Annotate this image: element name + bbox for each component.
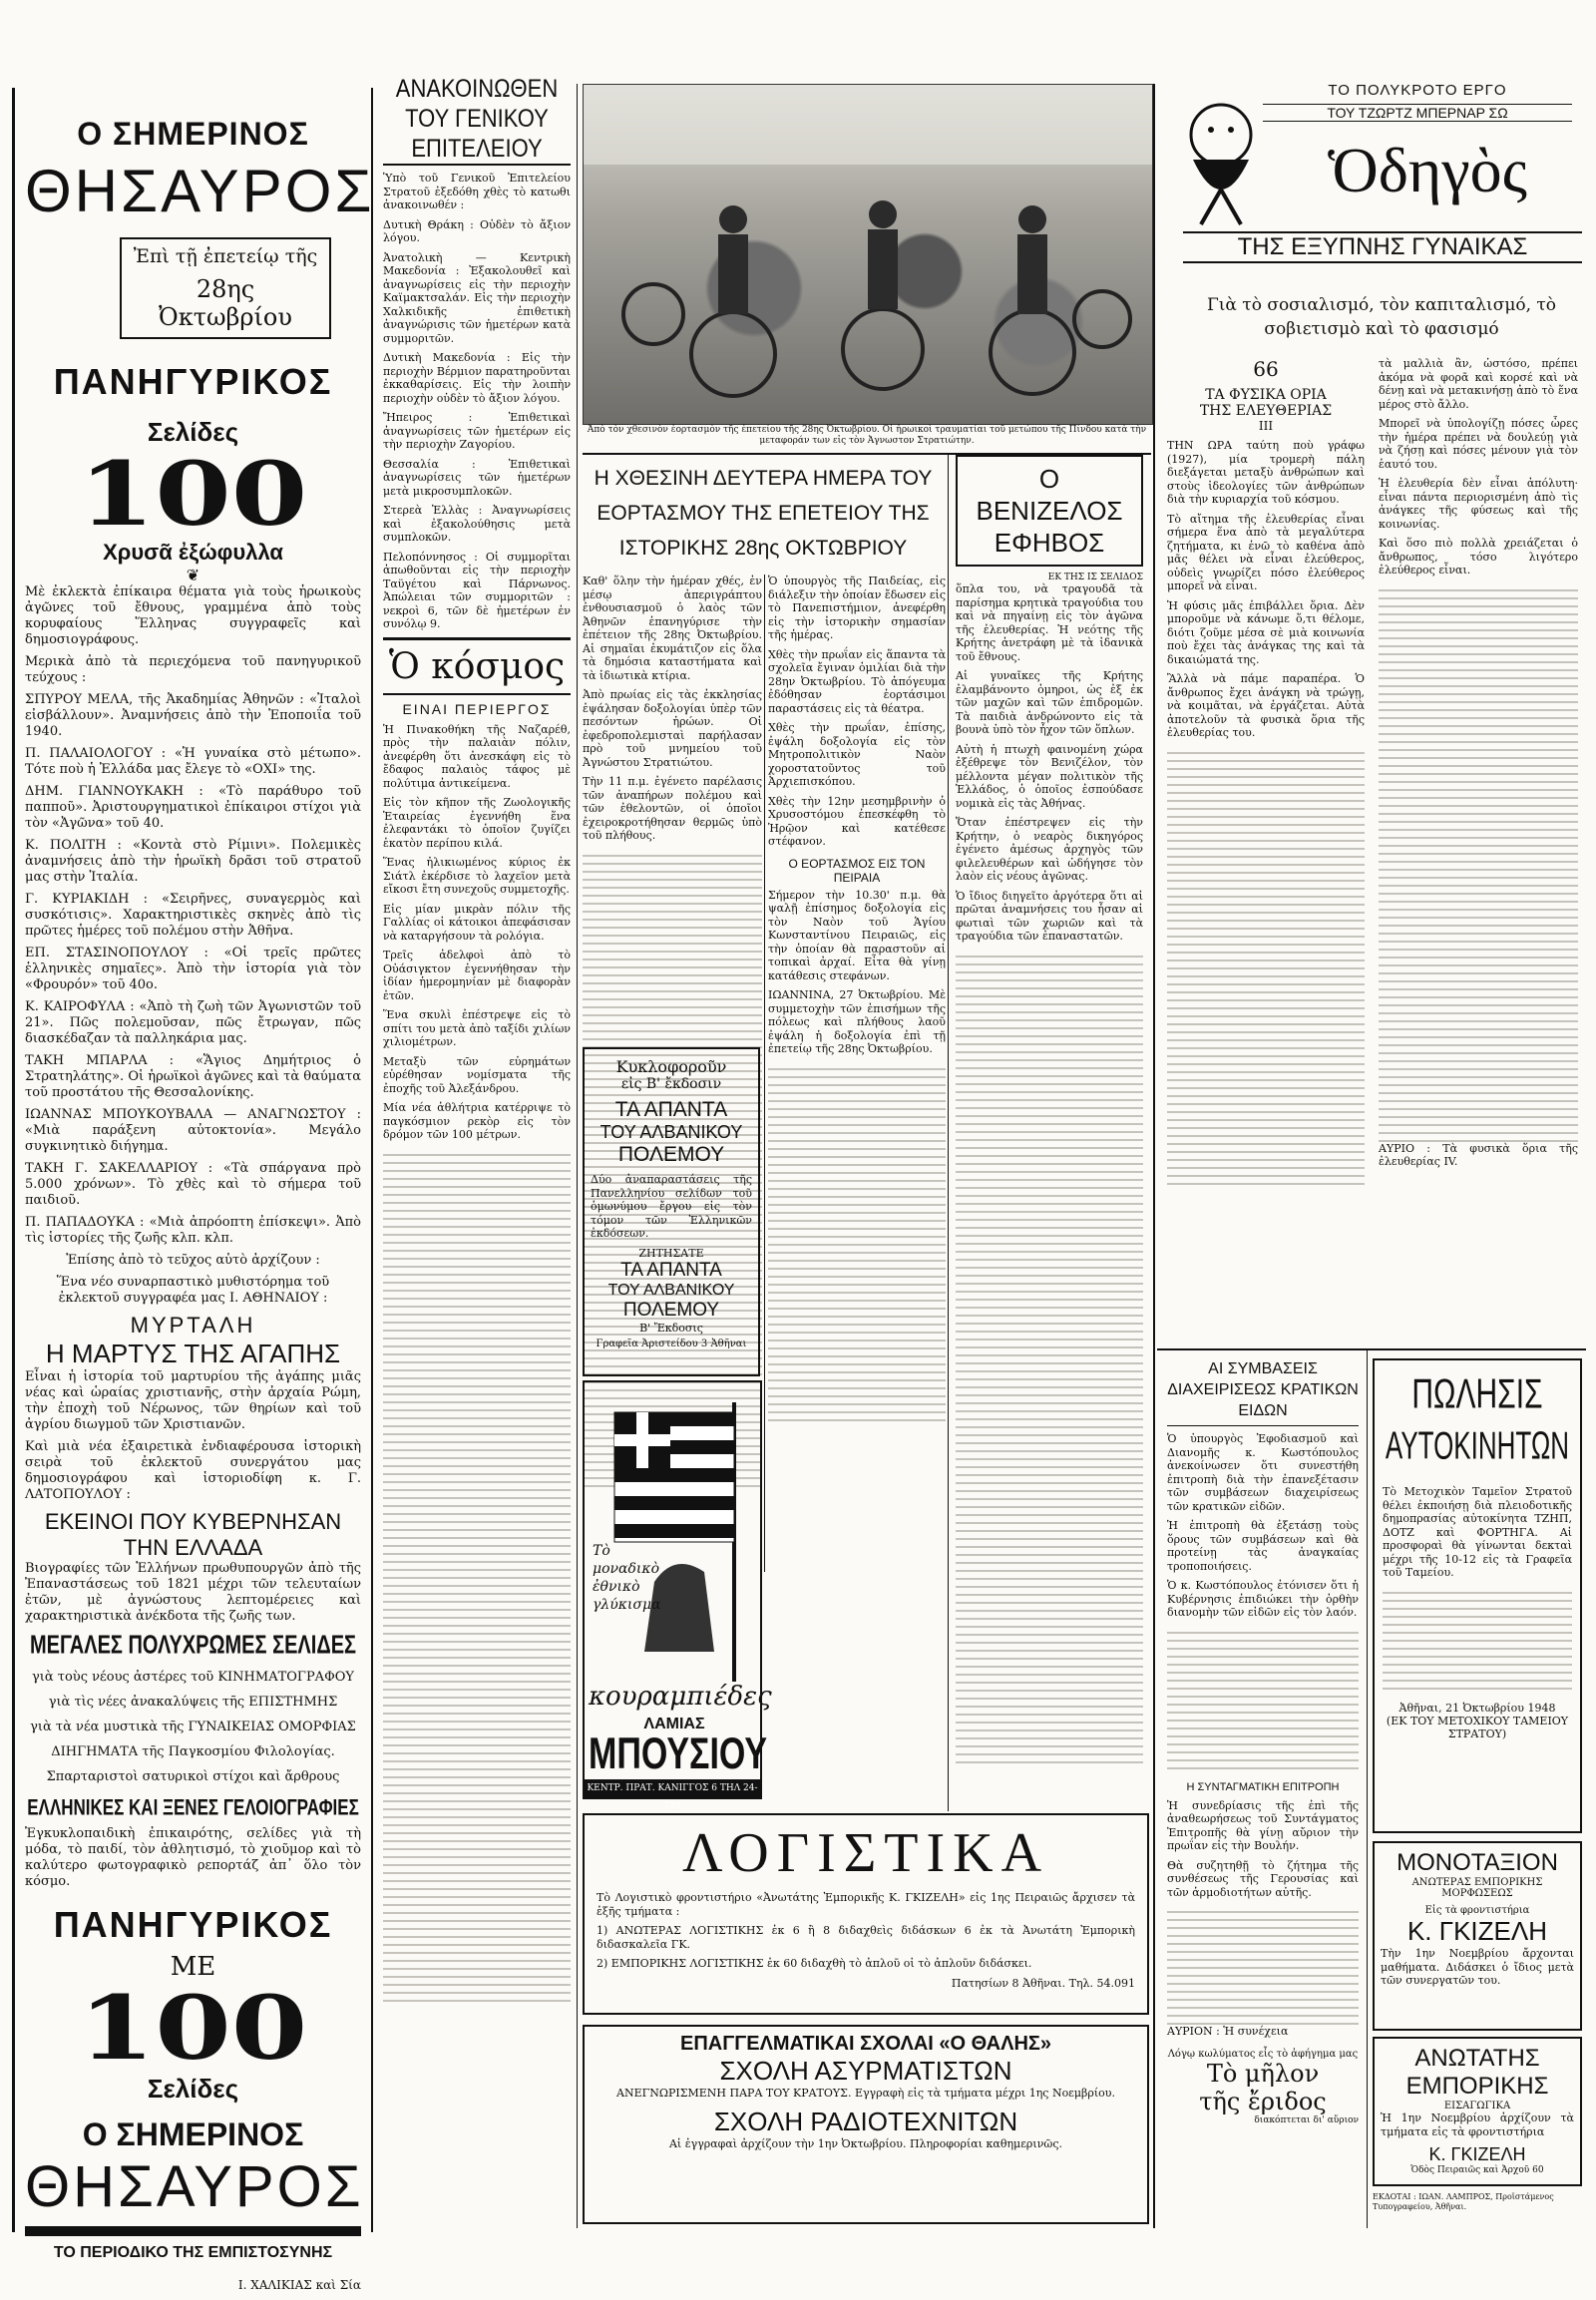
symvaseis-title: ΑΙ ΣΥΜΒΑΣΕΙΣ ΔΙΑΧΕΙΡΙΣΕΩΣ ΚΡΑΤΙΚΩΝ ΕΙΔΩΝ xyxy=(1167,1358,1359,1426)
mid-paragraph: Τὴν 11 π.μ. ἐγένετο παρέλασις τῶν ἀναπήρων πολέμου καὶ τῶν ἐθελοντῶν, οἱ ὁποῖοι ἐχειροκροτήθησαν θερμῶς ὑπὸ τοῦ πλήθους. xyxy=(583,775,762,842)
contents-list xyxy=(25,692,361,1247)
logistika-addr: Πατησίων 8 Ἀθῆναι. Τηλ. 54.091 xyxy=(951,1976,1135,1990)
mid-paragraph: Καθ' ὅλην τὴν ἡμέραν χθές, ἐν μέσῳ ἀπεριγράπτου ἐνθουσιασμοῦ ὁ λαὸς τῶν Ἀθηνῶν ἐπανηγύρισε τὴν ἐπέτειον τῆς 28ης Ὀκτωβρίου. Αἱ σημαῖαι ἐκυμάτιζον εἰς ὅλα τὰ δημόσια καταστήματα καὶ τὰ ἰδιωτικὰ κτίρια. xyxy=(583,575,762,682)
mylon-title1: Τὸ μῆλον xyxy=(1206,2059,1320,2088)
greek-flag-icon xyxy=(585,1382,760,1682)
anakoinothen-headline: ΑΝΑΚΟΙΝΩΘΕΝ ΤΟΥ ΓΕΝΙΚΟΥ ΕΠΙΤΕΛΕΙΟΥ xyxy=(395,74,559,163)
odigos-paragraph: Μπορεῖ νὰ ὑπολογίζῃ πόσες ὧρες τὴν ἡμέρα πρέπει νὰ δουλεύῃ γιὰ νὰ ζήσῃ καὶ πόσες μένουν γιὰ τὸν ἑαυτό του. xyxy=(1379,417,1578,471)
megales-line: γιὰ τὰ νέα μυστικὰ τῆς ΓΥΝΑΙΚΕΙΑΣ ΟΜΟΡΦΙΑΣ xyxy=(30,1720,356,1734)
kykl-t1: ΤΑ ΑΠΑΝΤΑ xyxy=(614,1098,728,1121)
symvaseis-paragraph: Ἡ ἐπιτροπὴ θὰ ἐξετάσῃ τοὺς ὅρους τῶν συμβάσεων καὶ θὰ προτείνῃ τὰς ἀναγκαίας τροποποιήσεις. xyxy=(1167,1519,1359,1573)
venizelos-title: Ο ΒΕΝΙΖΕΛΟΣ ΕΦΗΒΟΣ xyxy=(976,464,1123,558)
mpousiou-brand: ΜΠΟΥΣΙΟΥ xyxy=(589,1729,768,1779)
kosmos-paragraph: Μία νέα ἀθλήτρια κατέρριψε τὸ παγκόσμιον ρεκὸρ εἰς τὸν δρόμον τῶν 100 μέτρων. xyxy=(383,1101,571,1141)
mid-article-col-b xyxy=(768,575,946,1806)
eortasmos-title: Ο ΕΟΡΤΑΣΜΟΣ ΕΙΣ ΤΟΝ ΠΕΙΡΑΙΑ xyxy=(788,856,926,885)
kourampiedes-text: κουραμπιέδες xyxy=(589,1682,772,1712)
anakoinothen-paragraph: Ἤπειρος : Ἐπιθετικαὶ ἀναγνωρίσεις τῶν ἡμετέρων εἰς τὴν περιοχὴν Ζαγορίου. xyxy=(383,411,571,451)
venizelos-article xyxy=(952,455,1147,1807)
ornament-icon: ❦ xyxy=(186,566,200,584)
albanian-war-ad xyxy=(583,1047,760,1376)
monotaxion-ad xyxy=(1373,1841,1582,2031)
intro-text: Μὲ ἐκλεκτὰ ἐπίκαιρα θέματα γιὰ τοὺς ἡρωικοὺς ἀγῶνες τοῦ ἔθνους, γραμμένα ἀπὸ τοὺς κορυφαίους Ἕλληνας συγγραφεῖς καὶ δημοσιογράφους. xyxy=(25,584,361,647)
odigos-paragraph: Καὶ ὅσο πιὸ πολλὰ χρειάζεται ὁ ἄνθρωπος, τόσο λιγότερο ἐλεύθερος εἶναι. xyxy=(1379,537,1578,576)
poliseis-ad xyxy=(1373,1358,1582,1833)
odigos-sect1: ΤΑ ΦΥΣΙΚΑ ΟΡΙΑ xyxy=(1205,387,1327,403)
kykl-t3: ΠΟΛΕΜΟΥ xyxy=(617,1143,725,1166)
logistika-intro: Τὸ Λογιστικὸ φροντιστήριο «Ἀνωτάτης Ἐμπορικῆς Κ. ΓΚΙΖΕΛΗ» εἰς 1ης Πειραιῶς ἄρχισεν τὰ ἑξῆς τμήματα : xyxy=(597,1891,1135,1918)
kosmos-text xyxy=(383,723,571,1142)
panigyrikos-title-2: ΠΑΝΗΓΥΡΙΚΟΣ xyxy=(53,1904,333,1945)
logistika-item2: 2) ΕΜΠΟΡΙΚΗΣ ΛΟΓΙΣΤΙΚΗΣ ἐκ 60 διδαχθὴ τὸ ἀπλοῦ οἱ τὸ ἀπλοῦν διδάσκει. xyxy=(597,1957,1032,1970)
anotatis-title1: ΑΝΩΤΑΤΗΣ xyxy=(1414,2045,1540,2072)
anotatis-addr: Ὁδὸς Πειραιῶς καὶ Ἀρχοῦ 60 xyxy=(1410,2165,1544,2175)
anniversary-line1: Ἐπὶ τῇ ἐπετείῳ τῆς xyxy=(133,245,318,267)
mid-paragraph: Χθὲς τὴν πρωΐαν εἰς ἅπαντα τὰ σχολεῖα ἔγιναν ὁμιλίαι διὰ τὴν 28ην Ὀκτωβρίου. Τὸ ἀπόγευμα ἐδόθησαν ἑορτάσιμοι παραστάσεις εἰς τὰ θέατρα. xyxy=(768,647,946,715)
contents-item: Π. ΠΑΛΑΙΟΛΟΓΟΥ : «Ἡ γυναίκα στὸ μέτωπο». Τότε ποὺ ἡ Ἑλλάδα μας ἔλεγε τὸ «ΟΧΙ» της. xyxy=(25,746,361,777)
parade-photo xyxy=(583,84,1151,449)
periodiko-bar: ΤΟ ΠΕΡΙΟΔΙΚΟ ΤΗΣ ΕΜΠΙΣΤΟΣΥΝΗΣ xyxy=(25,2226,361,2262)
symvaseis-avrio: ΑΥΡΙΟΝ : Ἡ συνέχεια xyxy=(1167,2025,1289,2038)
selides-label: Σελίδες xyxy=(147,417,239,447)
odigos-sect2: ΤΗΣ ΕΛΕΥΘΕΡΙΑΣ xyxy=(1199,403,1333,419)
anakoinothen-paragraph: Ἀνατολικὴ — Κεντρικὴ Μακεδονία : Ἐξακολουθεῖ καὶ ἀναγνωρίσεις εἰς τὴν περιοχὴν Καϊμακτσαλάν. Εἰς τὴν περιοχὴν Χαλκιδικῆς ἐπιθετικὴ ἀναγνώρισις τῶν ἡμετέρων κατὰ συμμοριτῶν. xyxy=(383,250,571,345)
megales-line: γιὰ τὶς νέες ἀνακαλύψεις τῆς ΕΠΙΣΤΗΜΗΣ xyxy=(48,1695,338,1710)
kykl-z3: ΠΟΛΕΜΟΥ xyxy=(622,1299,720,1321)
kosmos-paragraph: Τρεῖς ἀδελφοὶ ἀπὸ τὸ Οὐάσιγκτον ἐγεννήθησαν τὴν ἰδίαν ἡμερομηνίαν μὲ διαφορὰν ἐτῶν. xyxy=(383,949,571,1002)
hundred-number-2: 100 xyxy=(78,1976,308,2080)
and-text: Καὶ μιὰ νέα ἐξαιρετικὰ ἐνδιαφέρουσα ἱστορικὴ σειρὰ τοῦ ἐκλεκτοῦ συνεργάτου μας δημοσιογράφου καὶ ἱστοριοδίφη κ. Γ. ΛΑΤΟΠΟΥΛΟΥ : xyxy=(25,1439,361,1502)
symvaseis-paragraph: Ὁ ὑπουργὸς Ἐφοδιασμοῦ καὶ Διανομῆς κ. Κωστόπουλος ἀνεκοίνωσεν ὅτι συνεστήθη ἐπιτροπὴ διὰ τὴν ἐπανεξέτασιν τῶν συμβάσεων διαχειρίσεως τῶν κρατικῶν εἰδῶν. xyxy=(1167,1432,1359,1513)
anakoinothen-paragraph: Θεσσαλία : Ἐπιθετικαὶ ἀναγνωρίσεις τῶν ἡμετέρων μετὰ μικροσυμπλοκῶν. xyxy=(383,457,571,498)
contents-intro: Μερικὰ ἀπὸ τὰ περιεχόμενα τοῦ πανηγυρικοῦ τεύχους : xyxy=(25,654,361,685)
anotatis-text: Ἡ 1ην Νοεμβρίου ἀρχίζουν τὰ τμήματα εἰς τὰ φροντιστήρια xyxy=(1381,2111,1574,2138)
thesauros-top-big: ΘΗΣΑΥΡΟΣ xyxy=(25,158,375,224)
odigos-num: 66 xyxy=(1253,357,1279,381)
venizelos-paragraph: Ὁ ἴδιος διηγεῖτο ἀργότερα ὅτι αἱ πρῶται ἀναμνήσεις του ἦσαν αἱ φωτιαὶ τῶν χωριῶν καὶ τὰ τραγούδια τῶν ἐπαναστατῶν. xyxy=(956,889,1143,943)
myrtali-text: Εἶναι ἡ ἱστορία τοῦ μαρτυρίου τῆς ἀγάπης μιᾶς νέας καὶ ὡραίας χριστιανῆς, στὴν ἀρχαία Ρώμη, τὴν ἐποχὴ τοῦ Νέρωνος, τῶν θηρίων καὶ τοῦ ἀγρίου διωγμοῦ τῶν Χριστιανῶν. xyxy=(25,1369,361,1432)
odigos-top1: ΤΟ ΠΟΛΥΚΡΟΤΟ ΕΡΓΟ xyxy=(1328,82,1507,99)
odigos-article-left xyxy=(1163,357,1369,1354)
monotaxion-sub: ΑΝΩΤΕΡΑΣ ΕΜΠΟΡΙΚΗΣ ΜΟΡΦΩΣΕΩΣ xyxy=(1411,1877,1543,1899)
odigos-paragraph: Ἡ φύσις μᾶς ἐπιβάλλει ὅρια. Δὲν μποροῦμε νὰ κάνωμε ὅ,τι θέλομε, διότι ζοῦμε μέσα σὲ μιὰ κοινωνία ποὺ ἔχει τὰς ἀνάγκας της καὶ τὰ δικαιώματά της. xyxy=(1167,598,1365,666)
monotaxion-title: ΜΟΝΟΤΑΞΙΟΝ xyxy=(1396,1849,1558,1876)
anakoinothen-paragraph: Δυτικὴ Θράκη : Οὐδὲν τὸ ἄξιον λόγου. xyxy=(383,217,571,244)
mylon-title2: τῆς ἔριδος xyxy=(1199,2087,1327,2115)
venizelos-paragraph: ὅπλα του, νὰ τραγουδᾶ τὰ παρίσημα κρητικὰ τραγούδια του καὶ νὰ πηγαίνῃ εἰς τὸν ἀγῶνα τῆς ἐλευθερίας. Ἡ νεότης τῆς Κρήτης ἀνετράφη μὲ τὰ ἰδανικὰ τοῦ ἔθνους. xyxy=(956,582,1143,663)
anotatis-name: Κ. ΓΚΙΖΕΛΗ xyxy=(1428,2144,1526,2164)
poliseis-date: Ἀθῆναι, 21 Ὀκτωβρίου 1948 xyxy=(1398,1701,1556,1715)
poliseis-text: Τὸ Μετοχικὸν Ταμεῖον Στρατοῦ θέλει ἐκποιήσῃ διὰ πλειοδοτικῆς δημοπρασίας αὐτοκίνητα ΤΖΗΠ, ΔΟΤΖ καὶ ΦΟΡΤΗΓΑ. Αἱ προσφοραὶ θὰ γίνωνται δεκταὶ μέχρι τῆς 10-12 εἰς τὰ Γραφεῖα τοῦ Ταμείου. xyxy=(1383,1485,1572,1579)
mylon-foot: διακόπτεται δι' αὔριον xyxy=(1254,2114,1359,2125)
odigos-avrio: ΑΥΡΙΟ : Τὰ φυσικὰ ὅρια τῆς ἐλευθερίας IV. xyxy=(1379,1141,1578,1168)
poliseis-title2: ΑΥΤΟΚΙΝΗΤΩΝ xyxy=(1385,1422,1570,1468)
monotaxion-line: Εἰς τὰ φροντιστήρια xyxy=(1424,1905,1530,1916)
photo-caption: Ἀπὸ τὸν χθεσινὸν ἑορτασμὸν τῆς ἐπετείου τῆς 28ης Ὀκτωβρίου. Οἱ ἡρωικοὶ τραυματίαι τοῦ μετώπου τῆς Πίνδου κατὰ τὴν μεταφοράν των εἰς τὸν Ἀγνωστον Στρατιώτην. xyxy=(587,425,1147,446)
flag-address: ΚΕΝΤΡ. ΠΡΑΤ. ΚΑΝΙΓΓΟΣ 6 ΤΗΛ 24-739 xyxy=(585,1779,760,1797)
kosmos-paragraph: Ἕνας ἠλικιωμένος κύριος ἐκ Σιάτλ ἐκέρδισε τὸ λαχεῖον μετὰ εἴκοσι ἔτη συνεχοῦς συμμετοχῆς. xyxy=(383,856,571,896)
kosmos-filler xyxy=(383,1148,571,2006)
thalis-desc2: Αἱ ἐγγραφαὶ ἀρχίζουν τὴν 1ην Ὀκτωβρίου. Πληροφορίαι καθημερινῶς. xyxy=(668,2136,1063,2150)
venizelos-paragraph: Αἱ γυναῖκες τῆς Κρήτης ἐλαμβάνοντο ὁμηροι, ὡς ἐξ ἐκ τῶν μαχῶν καὶ τῶν ἐπιδρομῶν. Τὰ παιδιὰ ἀνδρώνοντο εἰς τὰ βουνὰ ὑπὸ τὸν ἦχον τῶν ὅπλων. xyxy=(956,669,1143,736)
anakoinothen-paragraph: Πελοπόννησος : Οἱ συμμορῖται ἀπωθοῦνται εἰς τὴν περιοχὴν Ταϋγέτου καὶ Πάρνωνος. Ἀπώλειαι τῶν συμμοριτῶν : νεκροὶ 6, τῶν δὲ ἡμετέρων ἐν συνόλῳ 9. xyxy=(383,550,571,630)
megales-line: ΔΙΗΓΗΜΑΤΑ τῆς Παγκοσμίου Φιλολογίας. xyxy=(51,1744,335,1759)
mylon-note: Λόγῳ κωλύματος εἶς τὸ ἀφήγημα μας xyxy=(1167,2048,1359,2060)
monotaxion-text: Τὴν 1ην Νοεμβρίου ἄρχονται μαθήματα. Διδάσκει ὁ ἴδιος μετὰ τῶν συνεργατῶν του. xyxy=(1381,1947,1574,1987)
odigos-paragraph: τὰ μαλλιὰ ἂν, ὡστόσο, πρέπει ἀκόμα νὰ φορᾶ καὶ κορσέ καὶ νὰ δένῃ καὶ νὰ μετακινήσῃ ἀπὸ τὸ ἕνα μέρος στὸ ἄλλο. xyxy=(1379,357,1578,411)
thalis-desc1: ΑΝΕΓΝΩΡΙΣΜΕΝΗ ΠΑΡΑ ΤΟΥ ΚΡΑΤΟΥΣ. Εγγραφὴ εἰς τὰ τμήματα μέχρι 1ης Νοεμβρίου. xyxy=(616,2087,1115,2100)
selides-label-2: Σελίδες xyxy=(147,2074,239,2104)
novel-note: Ἕνα νέο συναρπαστικὸ μυθιστόρημα τοῦ ἐκλεκτοῦ συγγραφέα μας Ι. ΑΘΗΝΑΙΟΥ : xyxy=(56,1275,330,1306)
contents-item: ΙΩΑΝΝΑΣ ΜΠΟΥΚΟΥΒΑΛΑ — ΑΝΑΓΝΩΣΤΟΥ : «Μιὰ παράξενη αὐτοκτονία». Μεγάλο συγκινητικὸ διήγημα. xyxy=(25,1107,361,1154)
kykl-zitisate: ΖΗΤΗΣΑΤΕ xyxy=(638,1246,704,1260)
odigos-title: Ὁδηγὸς xyxy=(1328,135,1527,205)
thesauros-ad xyxy=(12,88,375,2292)
odigos-sect3: ΙΙΙ xyxy=(1258,419,1274,433)
odigos-header xyxy=(1163,80,1582,289)
contents-item: ΔΗΜ. ΓΙΑΝΝΟΥΚΑΚΗ : «Τὸ παράθυρο τοῦ παπποῦ». Ἀριστουργηματικοὶ ἐπίκαιροι στίχοι γιὰ τὸν «Ἀγῶνα» τοῦ 40. xyxy=(25,784,361,831)
eortasmos-text: Σήμερον τὴν 10.30' π.μ. θὰ ψαλῇ ἐπίσημος δοξολογία εἰς τὸν Ναὸν τοῦ Ἁγίου Κωνσταντίνου Πειραιῶς, εἰς τὴν ὁποίαν θὰ παραστοῦν αἱ τοπικαὶ ἀρχαί. Εἶτα θὰ γίνῃ κατάθεσις στεφάνων. xyxy=(768,888,946,982)
xrysa-label: Χρυσᾶ ἐξώφυλλα xyxy=(103,540,283,565)
kykl-l2: εἰς Β' ἔκδοσιν xyxy=(620,1076,722,1092)
mid-paragraph: Χθὲς τὴν 12ην μεσημβρινὴν ὁ Χρυσοστόμου ἐπεσκέφθη τὸ Ἡρῷον καὶ κατέθεσε στέφανον. xyxy=(768,794,946,848)
shaw-portrait-icon xyxy=(1163,80,1283,229)
kykl-ekdosis: Β' Ἔκδοσις xyxy=(639,1321,703,1335)
megales-title: ΜΕΓΑΛΕΣ ΠΟΛΥΧΡΩΜΕΣ ΣΕΛΙΔΕΣ xyxy=(29,1631,357,1661)
anniversary-box xyxy=(120,237,331,339)
myrtali-title: ΜΥΡΤΑΛΗ xyxy=(130,1313,256,1338)
contents-item: Γ. ΚΥΡΙΑΚΙΔΗ : «Σειρῆνες, συναγερμὸς καὶ συσκότισις». Χαρακτηριστικὲς σκηνὲς ἀπὸ τὶς πρῶτες ἡμέρες τοῦ πολέμου στὴν Ἀθῆνα. xyxy=(25,892,361,939)
kosmos-paragraph: Ἕνα σκυλὶ ἐπέστρεψε εἰς τὸ σπίτι του μετὰ ἀπὸ ταξίδι χιλίων χιλιομέτρων. xyxy=(383,1008,571,1048)
ellinikes-title: ΕΛΛΗΝΙΚΕΣ ΚΑΙ ΞΕΝΕΣ ΓΕΛΟΙΟΓΡΑΦΙΕΣ xyxy=(27,1795,359,1820)
odigos-article-right xyxy=(1375,357,1582,1344)
thalis-title: ΕΠΑΓΓΕΛΜΑΤΙΚΑΙ ΣΧΟΛΑΙ «Ο ΘΑΛΗΣ» xyxy=(679,2033,1052,2055)
logistika-item1: 1) ΑΝΩΤΕΡΑΣ ΛΟΓΙΣΤΙΚΗΣ ἐκ 6 ἢ 8 διδαχθεὶς διδάσκων 6 ἐκ τὰ Ἀνωτάτη Ἐμπορικὴ διδασκαλεῖα ΓΚ. xyxy=(597,1924,1135,1951)
anotatis-sub: ΕΙΣΑΓΩΓΙΚΑ xyxy=(1443,2101,1511,2111)
anniversary-line2: 28ης Ὀκτωβρίου xyxy=(159,275,292,331)
odigos-paragraph: Ἡ ἐλευθερία δὲν εἶναι ἀπόλυτη· εἶναι πάντα περιορισμένη ἀπὸ τὶς ἀνάγκες τῆς φύσεως καὶ τῆς κοινωνίας. xyxy=(1379,477,1578,531)
contents-item: ΕΠ. ΣΤΑΣΙΝΟΠΟΥΛΟΥ : «Οἱ τρεῖς πρῶτες ἑλληνικὲς σημαῖες». Ἀπὸ τὴν ἱστορία γιὰ τὸν «Φρουρόν» τοῦ 40ο. xyxy=(25,946,361,992)
syntagmatiki-paragraph: Ἡ συνεδρίασις τῆς ἐπὶ τῆς ἀναθεωρήσεως τοῦ Συντάγματος Ἐπιτροπῆς θὰ γίνῃ αὔριον τὴν πρωΐαν εἰς τὴν Βουλήν. xyxy=(1167,1798,1359,1852)
kykl-t2: ΤΟΥ ΑΛΒΑΝΙΚΟΥ xyxy=(599,1122,743,1142)
anakoinothen-paras xyxy=(383,218,571,631)
kosmos-title: Ὁ κόσμος xyxy=(388,645,566,687)
contents-item: ΣΠΥΡΟΥ ΜΕΛΑ, τῆς Ἀκαδημίας Ἀθηνῶν : «Ἰταλοὶ εἰσβάλλουν». Ἀναμνήσεις ἀπὸ τὴν Ἐποποιΐα τοῦ 1940. xyxy=(25,692,361,739)
mid-headline: Η ΧΘΕΣΙΝΗ ΔΕΥΤΕΡΑ ΗΜΕΡΑ ΤΟΥ ΕΟΡΤΑΣΜΟΥ ΤΗΣ ΕΠΕΤΕΙΟΥ ΤΗΣ ΙΣΤΟΡΙΚΗΣ 28ης ΟΚΤΩΒΡΙΟΥ xyxy=(594,467,933,560)
kykl-z1: ΤΑ ΑΠΑΝΤΑ xyxy=(620,1259,722,1281)
hundred-number: 100 xyxy=(78,442,308,546)
mid-paragraph: Ὁ ὑπουργὸς τῆς Παιδείας, εἰς διάλεξιν τὴν ὁποίαν ἔδωσεν εἰς τὸ Πανεπιστήμιον, ἀνεφέρθη εἰς τὴν ἱστορικὴν σημασίαν τῆς ἡμέρας. xyxy=(768,575,946,641)
syntagmatiki-paragraph: Θὰ συζητηθῇ τὸ ζήτημα τῆς συνθέσεως τῆς Γερουσίας καὶ τῶν ἁρμοδιοτήτων αὐτῆς. xyxy=(1167,1858,1359,1899)
panigyrikos-title: ΠΑΝΗΓΥΡΙΚΟΣ xyxy=(53,361,333,402)
contents-item: ΤΑΚΗ ΜΠΑΡΛΑ : «Ἅγιος Δημήτριος ὁ Στρατηλάτης». Οἱ ἡρωϊκοὶ ἀγῶνες καὶ τὰ θαύματα τοῦ προστάτου τῆς Θεσσαλονίκης. xyxy=(25,1053,361,1100)
megales-line: Σπαρταριστοὶ σατυρικοὶ στίχοι καὶ ἄρθρους xyxy=(46,1769,340,1784)
contents-item: Π. ΠΑΠΑΔΟΥΚΑ : «Μιὰ ἀπρόοπτη ἐπίσκεψι». Ἀπὸ τὶς ἱστορίες τῆς ζωῆς κλπ. κλπ. xyxy=(25,1215,361,1246)
anotatis-ad xyxy=(1373,2037,1582,2186)
ellinikes-text: Ἐγκυκλοπαιδικὴ ἐπικαιρότης, σελίδες γιὰ τὴ μόδα, τὸ παιδί, τὸν ἀθλητισμό, τὸ χιοῦμορ καὶ τὸ καλύτερο φωτογραφικὸ ρεπορτάζ ἀπ᾽ ὅλο τὸν κόσμο. xyxy=(25,1826,361,1889)
logistika-ad xyxy=(583,1813,1149,2015)
ekeinoi-title: ΕΚΕΙΝΟΙ ΠΟΥ ΚΥΒΕΡΝΗΣΑΝ ΤΗΝ ΕΛΛΑΔΑ xyxy=(44,1509,342,1560)
contents-item: Κ. ΚΑΙΡΟΦΥΛΑ : «Ἀπὸ τὴ ζωὴ τῶν Ἀγωνιστῶν τοῦ 21». Πῶς πολεμοῦσαν, πῶς ἔτρωγαν, πῶς διασκέδαζαν τὰ παλληκάρια μας. xyxy=(25,999,361,1046)
contents-item: ΤΑΚΗ Γ. ΣΑΚΕΛΛΑΡΙΟΥ : «Τὰ σπάργανα πρὸ 5.000 χρόνων». Τὸ χθὲς καὶ τὸ σήμερα τοῦ παιδιοῦ. xyxy=(25,1161,361,1208)
thalis-school1: ΣΧΟΛΗ ΑΣΥΡΜΑΤΙΣΤΩΝ xyxy=(719,2056,1012,2086)
imprint: ΕΚΔΟΤΑΙ : ΙΩΑΝ. ΛΑΜΠΡΟΣ, Προϊστάμενος Τυπογραφείου, Ἀθῆναι. xyxy=(1373,2192,1554,2211)
symvaseis-paragraph: Ὁ κ. Κωστόπουλος ἐτόνισεν ὅτι ἡ Κυβέρνησις ἐπιδιώκει τὴν ὀρθὴν διανομὴν τῶν εἰδῶν εἰς τὸν λαόν. xyxy=(1167,1579,1359,1619)
kykl-grafeia: Γραφεῖα Ἀριστείδου 3 Ἀθῆναι xyxy=(596,1338,747,1349)
megales-list xyxy=(25,1668,361,1786)
odigos-subtitle: Γιὰ τὸ σοσιαλισμό, τὸν καπιταλισμό, τὸ σοβιετισμὸ καὶ τὸ φασισμό xyxy=(1206,295,1557,339)
kosmos-paragraph: Ἡ Πινακοθήκη τῆς Ναζαρέθ, πρὸς τὴν παλαιὰν πόλιν, ἀνεφέρθη ὅτι ἀνεσκάφη εἰς τὸ ἔδαφος παλαιὸς τάφος μὲ πολύτιμα ἀντικείμενα. xyxy=(383,722,571,790)
thalis-schools-ad xyxy=(583,2025,1149,2224)
lamias-text: ΛΑΜΙΑΣ xyxy=(643,1716,705,1732)
thesauros-top-small: Ο ΣΗΜΕΡΙΝΟΣ xyxy=(77,116,309,152)
symvaseis-article xyxy=(1163,1358,1363,2226)
kykl-desc: Δύο ἀναπαραστάσεις τῆς Πανελληνίου σελίδων τοῦ ὁμωνύμου ἔργου εἰς τὸν τόμον τῶν Ἑλληνικῶν ἐκδόσεων. xyxy=(591,1173,752,1240)
kosmos-box xyxy=(383,637,571,695)
thalis-school2: ΣΧΟΛΗ ΡΑΔΙΟΤΕΧΝΙΤΩΝ xyxy=(713,2106,1018,2136)
mid-paragraph: Χθὲς τὴν πρωΐαν, ἐπίσης, ἐψάλη δοξολογία εἰς τὸν Μητροπολιτικὸν Ναὸν χοροστατοῦντος τοῦ Ἀρχιεπισκόπου. xyxy=(768,721,946,788)
odigos-paragraph: Ἂλλὰ νὰ πάμε παραπέρα. Ὁ ἄνθρωπος ἔχει ἀνάγκη νὰ τρώγῃ, νὰ κοιμᾶται, νὰ ἐργάζεται. Αὐτὰ ἀποτελοῦν τὰ φυσικὰ ὅρια τῆς ἐλευθερίας του. xyxy=(1167,672,1365,739)
poliseis-from: (ΕΚ ΤΟΥ ΜΕΤΟΧΙΚΟΥ ΤΑΜΕΙΟΥ ΣΤΡΑΤΟΥ) xyxy=(1386,1714,1569,1740)
venizelos-paragraph: Αὐτὴ ἡ πτωχὴ φαινομένη χώρα ἐξέθρεψε τὸν Βενιζέλον, τὸν μέλλοντα μέγαν πολιτικὸν τῆς Ἑλλάδος, ὁ ὁποῖος ἐσπούδασε νομικὰ εἰς τὰς Ἀθήνας. xyxy=(956,742,1143,810)
thesauros-bottom-small: Ο ΣΗΜΕΡΙΝΟΣ xyxy=(82,2116,304,2152)
column-2 xyxy=(379,74,575,2234)
publisher: Ι. ΧΑΛΙΚΙΑΣ καὶ Σία xyxy=(237,2278,361,2292)
syntagmatiki-title: Η ΣΥΝΤΑΓΜΑΤΙΚΗ ΕΠΙΤΡΟΠΗ xyxy=(1186,1780,1340,1793)
ioannina-text: ΙΩΑΝΝΙΝΑ, 27 Ὀκτωβρίου. Μὲ συμμετοχὴν τῶν ἐπισήμων τῆς πόλεως καὶ πλήθους λαοῦ ἐψάλη ἡ δοξολογία ἐπὶ τῇ ἐπετείῳ τῆς 28ης Ὀκτωβρίου. xyxy=(768,988,946,1055)
contents-item: Κ. ΠΟΛΙΤΗ : «Κοντὰ στὸ Ρίμινι». Πολεμικὲς ἀναμνήσεις ἀπὸ τὴν ἡρωϊκὴ δρᾶσι τοῦ στρατοῦ μας στὴν Ἰταλία. xyxy=(25,838,361,885)
kykl-z2: ΤΟΥ ΑΛΒΑΝΙΚΟΥ xyxy=(607,1281,735,1299)
ekeinoi-text: Βιογραφίες τῶν Ἑλλήνων πρωθυπουργῶν ἀπὸ τῆς Ἐπαναστάσεως τοῦ 1821 μέχρι τῶν τελευταίων ἐτῶν, μὲ ἀγνώστους λεπτομέρειες καὶ χαρακτηριστικὰ ἀνέκδοτα τῆς ζωῆς των. xyxy=(25,1561,361,1624)
venizelos-paragraph: Ὅταν ἐπέστρεψεν εἰς τὴν Κρήτην, ὁ νεαρὸς δικηγόρος ἐγένετο ἀμέσως ἀρχηγὸς τῶν φιλελευθέρων καὶ ὡδήγησε τὸν λαὸν εἰς νέους ἀγῶνας. xyxy=(956,816,1143,883)
kosmos-paragraph: Εἰς μίαν μικρὰν πόλιν τῆς Γαλλίας οἱ κάτοικοι ἀπεφάσισαν νὰ καταργήσουν τὰ ρολόγια. xyxy=(383,902,571,943)
kykl-l1: Κυκλοφοροῦν xyxy=(615,1057,727,1076)
odigos-tis: ΤΗΣ ΕΞΥΠΝΗΣ ΓΥΝΑΙΚΑΣ xyxy=(1183,231,1582,263)
mid-paragraph: Ἀπὸ πρωίας εἰς τὰς ἐκκλησίας ἐψάλησαν δοξολογίαι ὑπὲρ τῶν πεσόντων ἡρώων. Οἱ ἐφεδροπολεμισταὶ παρήλασαν πρὸ τοῦ μνημείου τοῦ Ἀγνώστου Στρατιώτου. xyxy=(583,688,762,769)
odigos-paragraph: Τὸ αἴτημα τῆς ἐλευθερίας εἶναι σήμερα ἕνα ἀπὸ τὰ μεγαλύτερα ζητήματα, κι ἐνῶ τὸ καθένα ἀπὸ μᾶς θέλει νὰ εἶναι ἐλεύθερος, οὐδεὶς γνωρίζει πόσο ἐλεύθερος μπορεῖ νὰ εἶναι. xyxy=(1167,512,1365,592)
me-label: ΜΕ xyxy=(170,1952,216,1982)
odigos-top2: ΤΟΥ ΤΖΩΡΤΖ ΜΠΕΡΝΑΡ ΣΩ xyxy=(1263,104,1572,122)
photo-image xyxy=(583,84,1153,425)
anakoinothen-lead: Ὑπὸ τοῦ Γενικοῦ Ἐπιτελείου Στρατοῦ ἐξεδόθη χθὲς τὸ κατωθι ἀνακοινωθέν : xyxy=(383,172,571,211)
anakoinothen-paragraph: Στερεὰ Ἑλλὰς : Ἀναγνωρίσεις καὶ ἐξακολούθησις μετὰ συμπλοκῶν. xyxy=(383,504,571,544)
thesauros-bottom-big: ΘΗΣΑΥΡΟΣ xyxy=(25,2154,364,2219)
venizelos-sub: ΕΚ ΤΗΣ ΙΣ ΣΕΛΙΔΟΣ xyxy=(1047,573,1143,582)
also-text: Ἐπίσης ἀπὸ τὸ τεῦχος αὐτὸ ἀρχίζουν : xyxy=(66,1253,320,1268)
odigos-paragraph: ΤΗΝ ΩΡΑ ταύτη ποὺ γράφω (1927), μία τρομερὴ πάλη διεξάγεται μεταξὺ ἀνθρώπων καὶ στοὺς ἰδεολογίες τῶν ἀνθρώπων διὰ τὴν κυριαρχία τοῦ κόσμου. xyxy=(1167,439,1365,506)
monotaxion-name: Κ. ΓΚΙΖΕΛΗ xyxy=(1406,1916,1548,1946)
martyrs-title: Η ΜΑΡΤΥΣ ΤΗΣ ΑΓΑΠΗΣ xyxy=(45,1339,341,1368)
megales-line: γιὰ τοὺς νέους ἀστέρες τοῦ ΚΙΝΗΜΑΤΟΓΡΑΦΟΥ xyxy=(32,1670,354,1685)
anakoinothen-paragraph: Δυτικὴ Μακεδονία : Εἰς τὴν περιοχὴν Βέρμιον παρατηροῦνται ἐκκαθαρίσεις. Εἰς τὴν λοιπὴν περιοχὴν οὐδὲν τὸ ἄξιον λόγου. xyxy=(383,351,571,405)
logistika-title: ΛΟΓΙΣΤΙΚΑ xyxy=(681,1822,1050,1884)
flag-slogan: Τὸ μοναδικὸ ἐθνικὸ γλύκισμα xyxy=(593,1543,661,1613)
kourampiedes-ad xyxy=(583,1380,772,1811)
einai-subtitle: ΕΙΝΑΙ ΠΕΡΙΕΡΓΟΣ xyxy=(402,700,552,717)
poliseis-title1: ΠΩΛΗΣΙΣ xyxy=(1411,1371,1543,1418)
wheelchair-veterans-icon xyxy=(584,85,1152,424)
kosmos-paragraph: Μεταξὺ τῶν εὑρημάτων εὑρέθησαν νομίσματα τῆς ἐποχῆς τοῦ Ἀλεξάνδρου. xyxy=(383,1054,571,1095)
kosmos-paragraph: Εἰς τὸν κῆπον τῆς Ζωολογικῆς Ἑταιρείας ἐγεννήθη ἕνα ἐλεφαντάκι τὸ ὁποῖον ζυγίζει ἑκατὸν περίπου κιλά. xyxy=(383,796,571,850)
anotatis-title2: ΕΜΠΟΡΙΚΗΣ xyxy=(1405,2073,1549,2100)
